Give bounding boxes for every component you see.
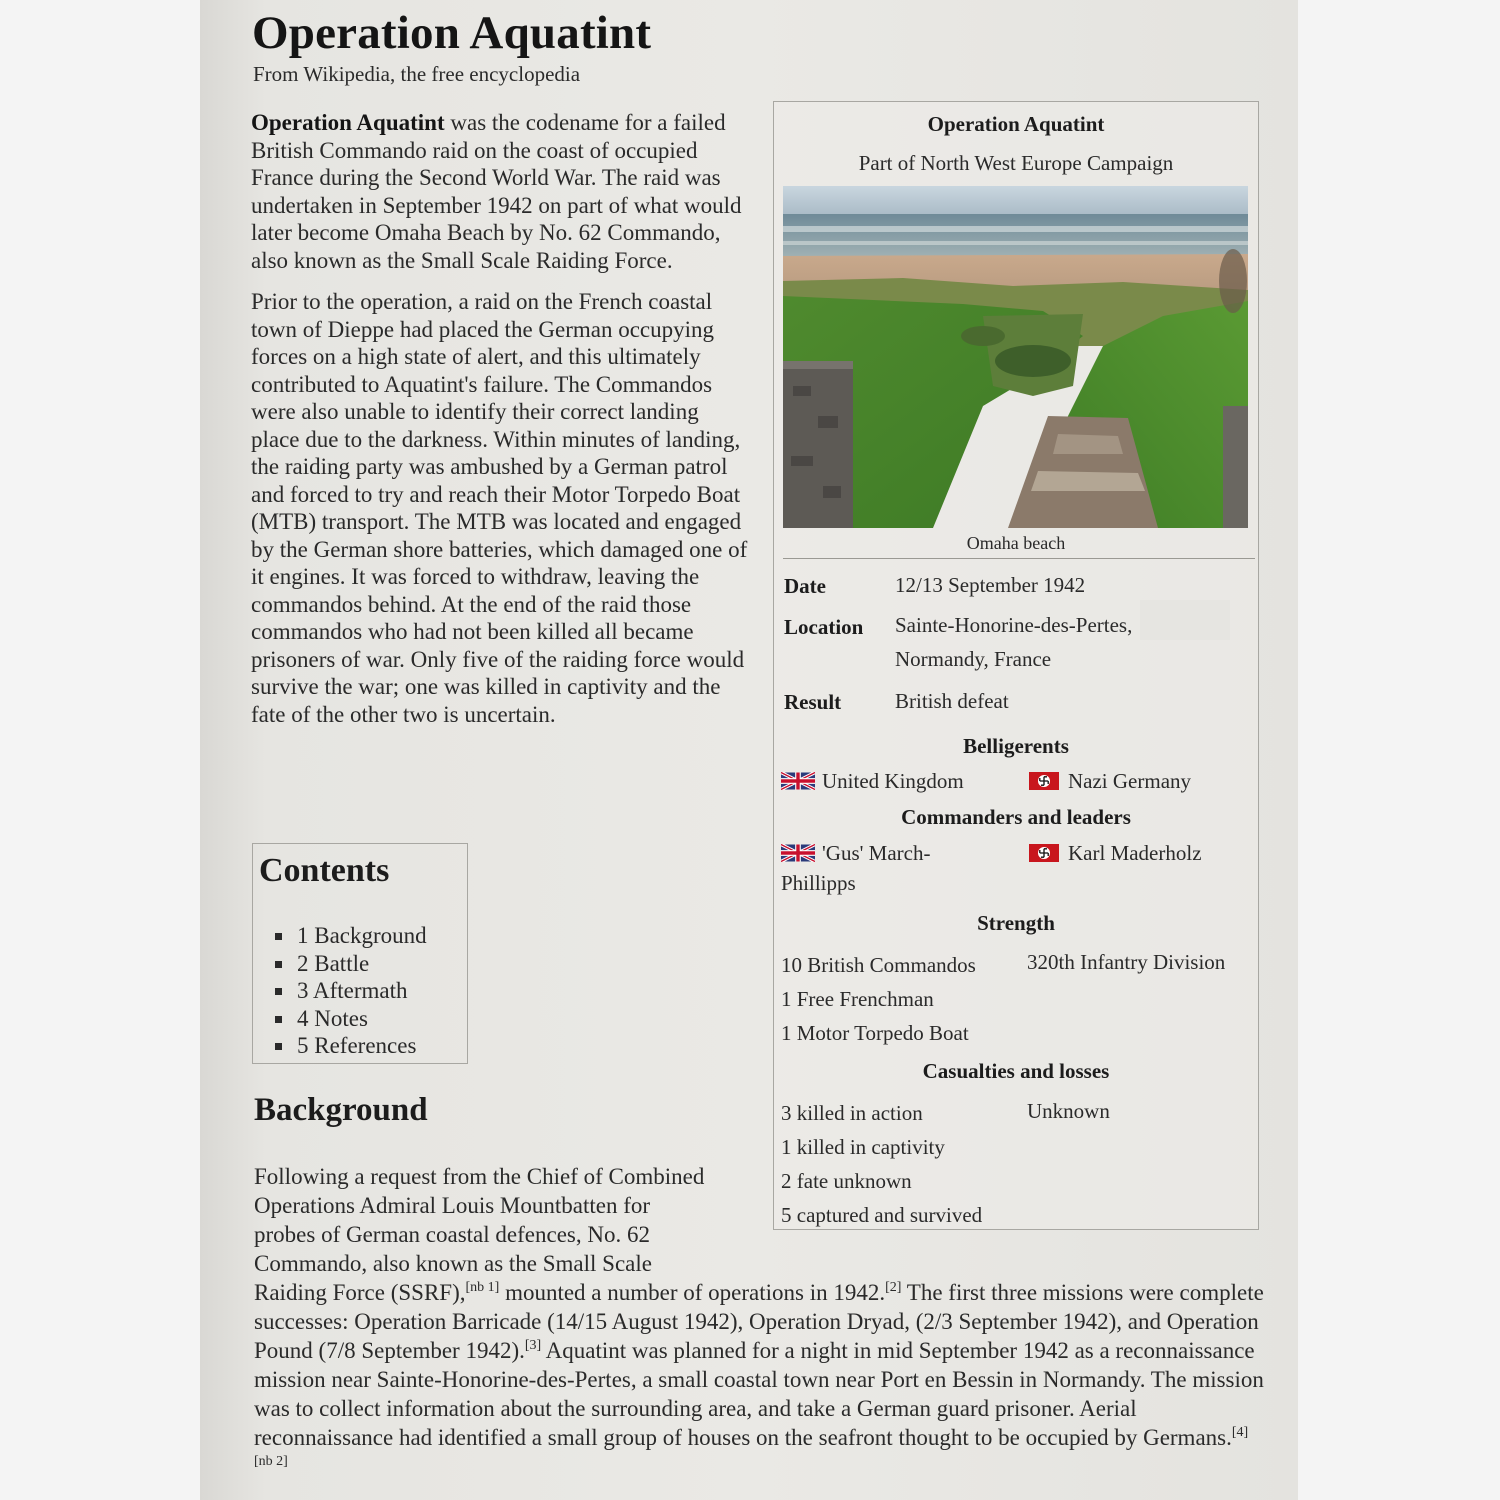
casualties-uk-item: 3 killed in action (781, 1101, 923, 1125)
commander-uk-name-line-2: Phillipps (781, 871, 856, 895)
casualties-germany: Unknown (1027, 1099, 1110, 1123)
casualties-uk-item: 1 killed in captivity (781, 1135, 945, 1159)
infobox-divider (783, 558, 1255, 559)
strength-germany[interactable]: 320th Infantry Division (1027, 950, 1226, 974)
background-text-segment-1: Raiding Force (SSRF), (254, 1280, 466, 1305)
strength-uk-item: 1 Free Frenchman (781, 987, 934, 1011)
page-subtitle: From Wikipedia, the free encyclopedia (253, 62, 581, 86)
date-label: Date (784, 574, 826, 598)
intro-paragraph-1 (251, 109, 751, 274)
location-line-2[interactable]: Normandy, France (895, 647, 1052, 671)
location-value (895, 608, 1132, 676)
page-title: Operation Aquatint (252, 7, 652, 59)
omaha-beach-photo (783, 186, 1248, 528)
strength-uk (781, 948, 976, 1050)
intro-bold-term: Operation Aquatint (251, 110, 445, 135)
footnote-2[interactable]: [2] (885, 1280, 902, 1295)
photo-caption: Omaha beach (966, 533, 1066, 553)
infobox-subtitle: Part of North West Europe Campaign (858, 151, 1174, 175)
commander-uk-name-line-1: 'Gus' March- (822, 841, 931, 865)
background-surface-right (1295, 0, 1500, 1500)
intro-paragraph-2: Prior to the operation, a raid on the French coastal town of Dieppe had placed the German occupying forces on a high state of alert, and this ultimately contributed to Aquatint's failure. The Commandos were also unable to identify their correct landing place due to the darkness. Within minutes of landing, the raiding party was ambushed by a German patrol and forced to try and reach their Motor Torpedo Boat (MTB) transport. The MTB was located and engaged by the German shore batteries, which damaged one of it engines. It was forced to withdraw, leaving the commandos behind. At the end of the raid those commandos who had not been killed all became prisoners of war. Only five of the raiding force would survive the war; one was killed in captivity and the fate of the other two is uncertain. (251, 289, 748, 727)
nazi-germany-flag-icon (1027, 844, 1061, 862)
casualties-uk (781, 1096, 982, 1232)
printed-page (200, 0, 1298, 1500)
casualties-uk-item: 2 fate unknown (781, 1169, 912, 1193)
contents-list (297, 922, 461, 1060)
background-line-1: Following a request from the Chief of Combined (254, 1164, 705, 1189)
location-label: Location (784, 615, 864, 639)
commander-uk[interactable] (781, 838, 1001, 898)
footnote-nb1[interactable]: [nb 1] (465, 1280, 500, 1295)
belligerent-uk[interactable] (781, 766, 964, 796)
table-of-contents (252, 843, 468, 1064)
belligerent-germany-name: Nazi Germany (1068, 769, 1192, 793)
nazi-germany-flag-icon (1027, 772, 1061, 790)
intro-text (251, 109, 751, 742)
section-heading-background: Background (254, 1092, 428, 1128)
infobox-title: Operation Aquatint (927, 112, 1105, 136)
background-text-segment-4: Aquatint was planned for a night in mid September 1942 as a reconnaissance mission near Sainte-Honorine-des-Pertes, a small coastal town near Port en Bessin in Normandy. The mission was to collect information about the surrounding area, and take a German guard prisoner. Aerial reconnaissance had identified a small group of houses on the seafront thought to be occupied by Germans. (254, 1338, 1264, 1450)
belligerent-uk-name: United Kingdom (822, 769, 964, 793)
uk-flag-icon (781, 772, 815, 790)
result-label: Result (784, 690, 842, 714)
result-value: British defeat (895, 689, 1009, 713)
commander-germany-name: Karl Maderholz (1068, 841, 1202, 865)
infobox (773, 101, 1259, 1230)
uk-flag-icon (781, 844, 815, 862)
intro-paragraph-1-text: was the codename for a failed British Commando raid on the coast of occupied France during the Second World War. The raid was undertaken in September 1942 on part of what would later become Omaha Beach by No. 62 Commando, also known as the Small Scale Raiding Force. (251, 110, 742, 273)
background-line-2: Operations Admiral Louis Mountbatten for (254, 1193, 651, 1218)
strength-uk-item: 10 British Commandos (781, 953, 976, 977)
strength-uk-item: 1 Motor Torpedo Boat (781, 1021, 969, 1045)
location-line-1[interactable]: Sainte-Honorine-des-Pertes, (895, 613, 1133, 637)
date-value: 12/13 September 1942 (895, 573, 1086, 597)
contents-item-notes[interactable]: 4 Notes (297, 1005, 461, 1033)
contents-title: Contents (259, 852, 390, 889)
background-surface-left (0, 0, 200, 1500)
background-text-segment-3: The first three missions were complete successes: Operation Barricade (14/15 August 1942), Operation Dryad, (2/3 September 1942), and Operation Pound (7/8 September 1942). (254, 1280, 1264, 1363)
footnote-4-nb2[interactable]: [4][nb 2] (254, 1425, 1249, 1469)
footnote-3[interactable]: [3] (524, 1338, 542, 1353)
background-line-3: probes of German coastal defences, No. 62 (254, 1222, 650, 1247)
background-line-4: Commando, also known as the Small Scale (254, 1251, 652, 1276)
strength-heading: Strength (977, 911, 1055, 935)
belligerents-heading: Belligerents (963, 734, 1069, 758)
contents-item-background[interactable]: 1 Background (297, 922, 461, 950)
contents-item-references[interactable]: 5 References (297, 1032, 461, 1060)
commanders-heading: Commanders and leaders (901, 805, 1131, 829)
contents-item-battle[interactable]: 2 Battle (297, 950, 461, 978)
casualties-heading: Casualties and losses (922, 1059, 1110, 1083)
background-text-segment-2: mounted a number of operations in 1942. (499, 1280, 886, 1305)
commander-germany[interactable] (1027, 838, 1202, 868)
casualties-uk-item: 5 captured and survived (781, 1203, 983, 1227)
contents-item-aftermath[interactable]: 3 Aftermath (297, 977, 461, 1005)
belligerent-germany[interactable] (1027, 766, 1191, 796)
